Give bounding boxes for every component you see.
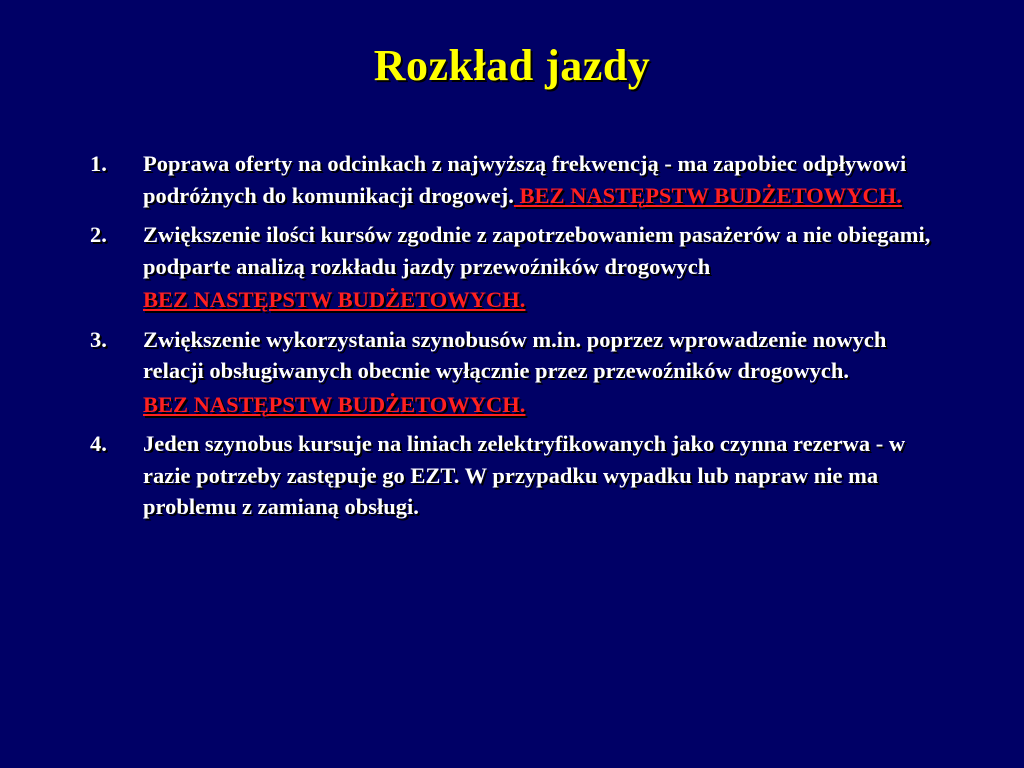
numbered-list (90, 148, 950, 531)
item-text: Jeden szynobus kursuje na liniach zelektryfikowanych jako czynna rezerwa - w razie potrzeby zastępuje go EZT. W przypadku wypadku lub napraw nie ma problemu z zamianą obsługi. (143, 431, 906, 519)
item-text: Poprawa oferty na odcinkach z najwyższą frekwencją - ma zapobiec odpływowi podróżnych do komunikacji drogowej. (143, 151, 907, 208)
list-item (90, 148, 950, 211)
item-text: Zwiększenie ilości kursów zgodnie z zapotrzebowaniem pasażerów a nie obiegami, podparte analizą rozkładu jazdy przewoźników drogowych (143, 222, 931, 279)
list-item (90, 324, 950, 421)
item-number: 3. (90, 326, 107, 352)
item-number: 2. (90, 222, 107, 247)
budget-warning: BEZ NASTĘPSTW BUDŻETOWYCH. (513, 182, 902, 208)
slide-title: Rozkład jazdy (373, 41, 651, 90)
budget-warning: BEZ NASTĘPSTW BUDŻETOWYCH. (143, 391, 526, 417)
item-number: 4. (90, 431, 107, 456)
item-text: Zwiększenie wykorzystania szynobusów m.in. poprzez wprowadzenie nowych relacji obsługiwanych obecnie wyłącznie przez przewoźników drogowych. (143, 326, 887, 383)
list-item (90, 219, 950, 316)
budget-warning: BEZ NASTĘPSTW BUDŻETOWYCH. (143, 287, 526, 312)
item-number: 1. (90, 151, 107, 176)
list-item (90, 428, 950, 523)
